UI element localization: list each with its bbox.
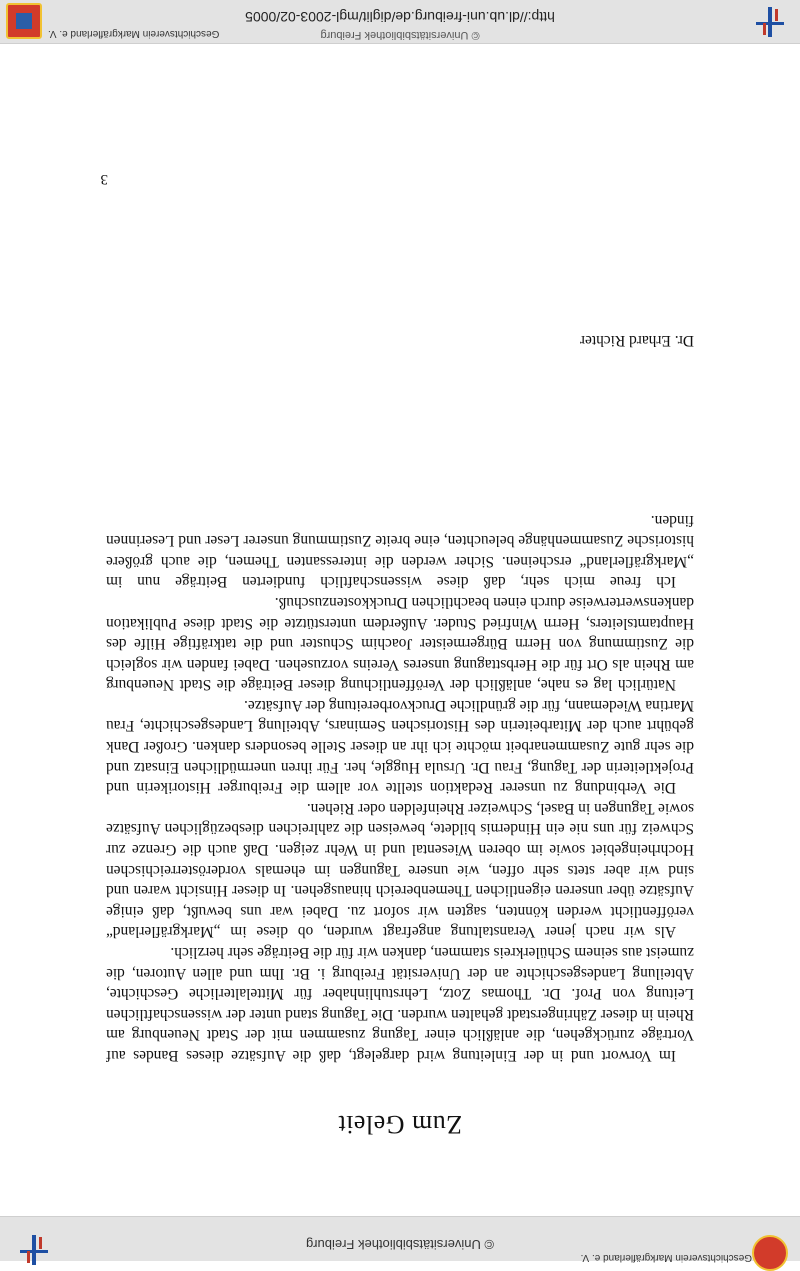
paragraph: Die Verbindung zu unserer Redaktion stellte vor allem die Freiburger Historikerin und Projektleiterin der Tagung, Frau Dr. Ursula Huggle, her. Für ihren unermüdlichen Einsatz und die sehr gute Zusammenarbeit möchte ich ihr an dieser Stelle besonders danken. Großer Dank gebührt auch der Mitarbeiterin des Historischen Seminars, Abteilung Landesgeschichte, Frau Martina Wiedemann, für die gründliche Druckvorbereitung der Aufsätze. bbox=[106, 696, 694, 797]
page-number: 3 bbox=[100, 171, 108, 187]
page-title: Zum Geleit bbox=[337, 1110, 463, 1139]
header-association: Geschichtsverein Markgräflerland e. V. bbox=[580, 1252, 752, 1263]
association-crest-icon bbox=[6, 3, 42, 39]
viewer-footer-bar bbox=[0, 0, 800, 44]
paragraph: Als wir nach jener Veranstaltung angefragt wurden, ob diese im „Markgräflerland“ veröffentlicht werden könnten, sagten wir sofort zu. Dabei war uns bewußt, daß einige Aufsätze über unseren eigentlichen Themenbereich hinausgehen. In dieser Hinsicht waren und sind wir aber stets sehr offen, wie unsere Tagungen im ehemals vorderösterreichischen Hochrheingebiet sowie im oberen Wiesental und in Wehr zeigen. Daß auch die Grenze zur Schweiz für uns nie ein Hindernis bildete, beweisen die zahlreichen diesbezüglichen Aufsätze sowie Tagungen in Basel, Schweizer Rheinfelden oder Riehen. bbox=[106, 799, 694, 941]
paragraph: Ich freue mich sehr, daß diese wissenschaftlich fundierten Beiträge nun im „Markgräflerland“ erscheinen. Sicher werden die interessanten Themen, die auch größere historische Zusammenhänge beleuchten, eine breite Zustimmung unserer Leser und Leserinnen finden. bbox=[106, 511, 694, 591]
signature: Dr. Erhard Richter bbox=[579, 332, 694, 349]
footer-credit: © Universitätsbibliothek Freiburg bbox=[320, 29, 480, 41]
header-credit: © Universitätsbibliothek Freiburg bbox=[305, 1237, 495, 1252]
permalink[interactable]: http://dl.ub.uni-freiburg.de/diglit/mgl-2003-02/0005 bbox=[245, 9, 555, 25]
paragraph: Natürlich lag es nahe, anläßlich der Veröffentlichung dieser Beiträge die Stadt Neuenburg am Rhein als Ort für die Herbsttagung unseres Vereins vorzusehen. Dabei fanden wir sogleich die Zustimmung von Herrn Bürgermeister Joachim Schuster und die tatkräftige Hilfe des Hauptamtsleiters, Herrn Winfried Studer. Außerdem unterstützte die Stadt diese Publikation dankenswerterweise durch einen beachtlichen Druckkostenzuschuß. bbox=[106, 593, 694, 694]
viewer-header-bar bbox=[0, 1216, 800, 1261]
paragraph: Im Vorwort und in der Einleitung wird dargelegt, daß die Aufsätze dieses Bandes auf Vorträge zurückgehen, die anläßlich einer Tagung zusammen mit der Stadt Neuenburg am Rhein in dieser Zähringerstadt gehalten wurden. Die Tagung stand unter der wissenschaftlichen Leitung von Prof. Dr. Thomas Zotz, Lehrstuhlinhaber für Mittelalterliche Geschichte, Abteilung Landesgeschichte an der Universität Freiburg i. Br. Ihm und allen Autoren, die zumeist aus seinem Schülerkreis stammen, danken wir für die Beiträge sehr herzlich. bbox=[106, 944, 694, 1064]
body-text bbox=[106, 509, 694, 1065]
footer-association: Geschichtsverein Markgräflerland e. V. bbox=[48, 28, 220, 39]
